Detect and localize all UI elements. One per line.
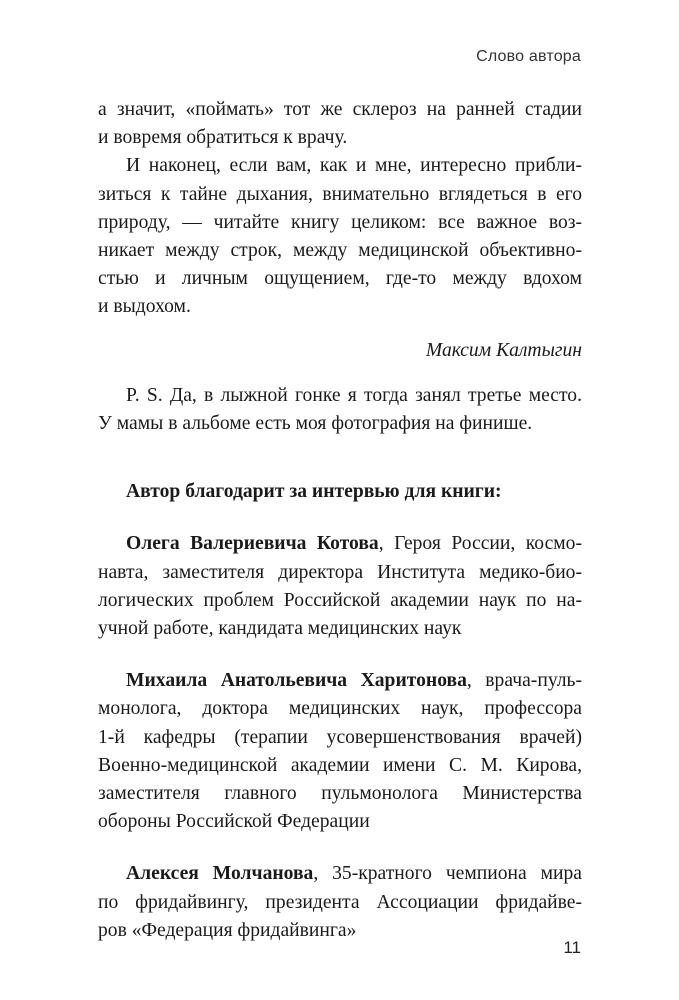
postscript <box>98 382 582 438</box>
text-line: и вовремя обратиться к врачу. <box>98 127 348 149</box>
text-line: навта, заместителя директора Института медико-био- <box>98 561 582 583</box>
text-line: и выдохом. <box>98 296 191 318</box>
person-title-start: , Героя России, космо- <box>378 533 583 555</box>
paragraph-conclusion <box>98 152 582 321</box>
text-line: заместителя главного пульмонолога Министерства <box>98 783 582 805</box>
text-line: У мамы в альбоме есть моя фотография на финише. <box>98 413 533 435</box>
text-line: Военно-медицинской академии имени С. М. Кирова, <box>98 754 582 776</box>
acknowledgement-entry <box>98 530 582 643</box>
text-line <box>98 667 582 695</box>
text-line: обороны Российской Федерации <box>98 811 370 833</box>
acknowledgement-entry <box>98 667 582 836</box>
text-line: логических проблем Российской академии наук по на- <box>98 589 582 611</box>
person-name: Алексея Молчанова <box>126 863 314 885</box>
author-signature: Максим Калтыгин <box>425 339 582 361</box>
person-title-start: , 35-кратного чемпиона мира <box>313 863 582 885</box>
text-line: И наконец, если вам, как и мне, интересно прибли- <box>126 155 582 177</box>
acknowledgement-entry <box>98 860 582 945</box>
text-line: природу, — читайте книгу целиком: все важное воз- <box>98 211 582 233</box>
text-line: монолога, доктора медицинских наук, профессора <box>98 698 582 720</box>
person-name: Михаила Анатольевича Харитонова <box>126 670 467 692</box>
acknowledgements-heading: Автор благодарит за интервью для книги: <box>126 481 502 503</box>
text-line <box>98 860 582 888</box>
text-line: 1-й кафедры (терапии усовершенствования врачей) <box>98 726 582 748</box>
text-line: по фридайвингу, президента Ассоциации фридайве- <box>98 891 582 913</box>
paragraph-continuation <box>98 96 582 152</box>
text-line: ров «Федерация фридайвинга» <box>98 919 357 941</box>
text-line: P. S. Да, в лыжной гонке я тогда занял третье место. <box>126 384 582 406</box>
page-body <box>98 96 582 945</box>
running-header: Слово автора <box>476 48 581 65</box>
page-number: 11 <box>563 938 581 957</box>
text-line: учной работе, кандидата медицинских наук <box>98 618 462 640</box>
text-line: а значит, «поймать» тот же склероз на ранней стадии <box>98 99 582 120</box>
text-line: никает между строк, между медицинской объективно- <box>98 240 582 262</box>
person-title-start: , врача-пуль- <box>466 670 582 692</box>
text-line: зиться к тайне дыхания, внимательно вглядеться в его <box>98 183 582 205</box>
text-line: стью и личным ощущением, где-то между вдохом <box>98 268 582 290</box>
person-name: Олега Валериевича Котова <box>126 533 379 555</box>
text-line <box>98 530 582 558</box>
